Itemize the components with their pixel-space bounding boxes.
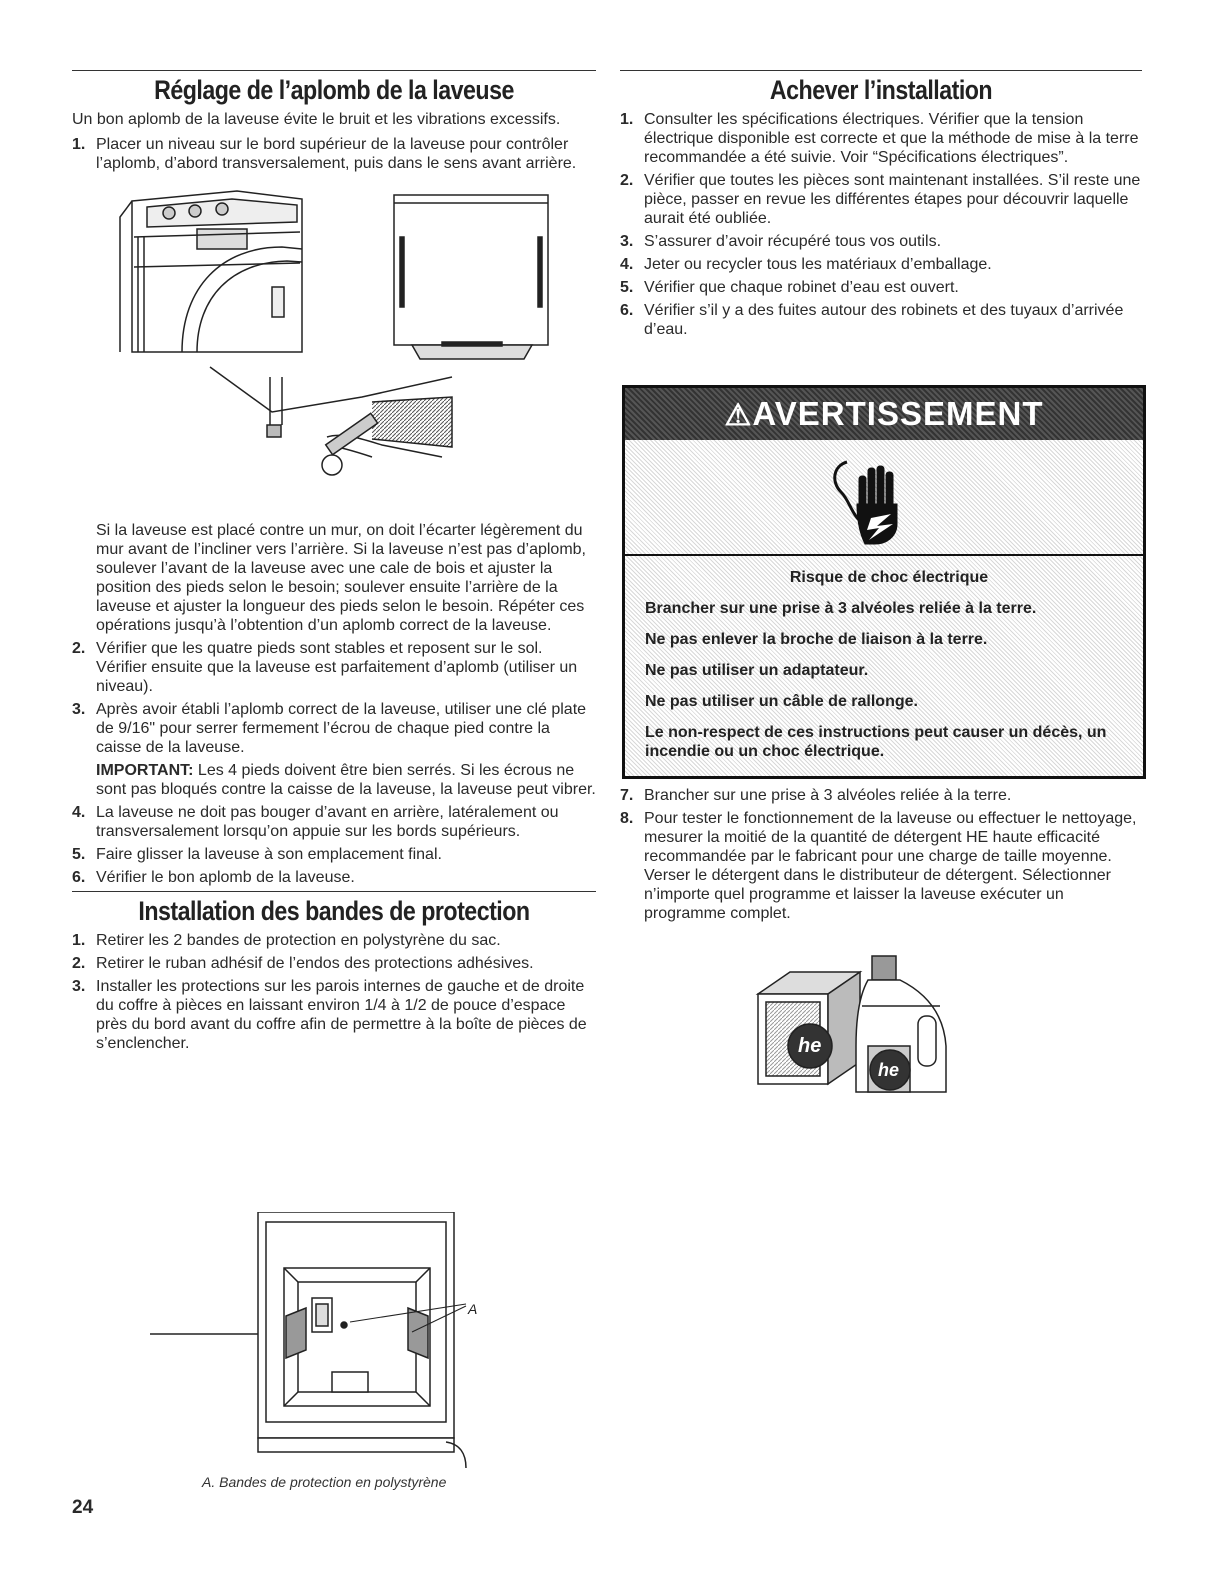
section-rule [620, 70, 1142, 71]
warning-title: AVERTISSEMENT [752, 395, 1044, 432]
warning-line: Ne pas enlever la broche de liaison à la terre. [645, 631, 988, 648]
list-item: 1. Retirer les 2 bandes de protection en polystyrène du sac. [72, 932, 501, 949]
warning-box [622, 385, 1146, 779]
right-column [620, 70, 1142, 343]
intro-text: Un bon aplomb de la laveuse évite le bruit et les vibrations excessifs. [72, 111, 561, 128]
list-item: 8. Pour tester le fonctionnement de la laveuse ou effectuer le nettoyage, mesurer la moitié de la quantité de détergent HE haute efficacité recommandée par le fabricant pour une charge de taille moyenne. Verser le détergent dans le distributeur de détergent. Sélectionner n’importe quel programme et laisser la laveuse exécuter un programme complet. [620, 810, 1137, 922]
list-item: 2. Retirer le ruban adhésif de l’endos des protections adhésives. [72, 955, 534, 972]
figure-caption: A. Bandes de protection en polystyrène [202, 1474, 447, 1490]
leveling-steps-continued [72, 639, 596, 887]
protection-steps [72, 931, 596, 1053]
parts-bin-illustration [150, 1212, 490, 1468]
leveling-steps [72, 135, 596, 173]
page-number: 24 [72, 1497, 94, 1518]
he-logo-bottle: he [878, 1060, 900, 1080]
section-rule [72, 891, 596, 892]
figure-callout-a: A [468, 1301, 478, 1317]
washer-leveling-illustration [72, 177, 596, 529]
left-column [72, 70, 596, 1057]
warning-line: Brancher sur une prise à 3 alvéoles reliée à la terre. [645, 600, 1037, 617]
list-item: 6. Vérifier le bon aplomb de la laveuse. [72, 869, 355, 886]
list-item: 5. Vérifier que chaque robinet d’eau est ouvert. [620, 279, 959, 296]
warning-line: Ne pas utiliser un adaptateur. [645, 662, 869, 679]
list-item: 4. Jeter ou recycler tous les matériaux d’emballage. [620, 256, 992, 273]
list-item: 1. Placer un niveau sur le bord supérieur de la laveuse pour contrôler l’aplomb, d’abord transversalement, puis dans le sens avant arrière. [72, 136, 577, 172]
leveling-details: Si la laveuse est placé contre un mur, on doit l’écarter légèrement du mur avant de l’incliner vers l’arrière. Si la laveuse n’est pas d’aplomb, soulever l’avant de la laveuse avec une cale de bois et ajuster la position des pieds selon le besoin; soulever ensuite l’arrière de la laveuse et ajuster la longueur des pieds selon le besoin. Répéter ces opérations jusqu’à l’obtention d’un aplomb correct de la laveuse. [96, 522, 586, 634]
list-item: 5. Faire glisser la laveuse à son emplacement final. [72, 846, 442, 863]
list-item: 1. Consulter les spécifications électriques. Vérifier que la tension électrique disponible est correcte et que la méthode de mise à la terre recommandée a été suivie. Voir “Spécifications électriques”. [620, 111, 1139, 166]
warning-line: Ne pas utiliser un câble de rallonge. [645, 693, 918, 710]
warning-risk: Risque de choc électrique [789, 569, 989, 586]
warning-triangle-icon: ⚠ [724, 399, 753, 432]
list-item: 3. Après avoir établi l’aplomb correct de la laveuse, utiliser une clé plate de 9/16" pour serrer fermement l’écrou de chaque pied contre la caisse de la laveuse. IMPORTANT: Les 4 pieds doivent être bien serrés. Si les écrous ne sont pas bloqués contre la caisse de la laveuse, la laveuse peut vibrer. [72, 701, 596, 798]
list-item: 3. Installer les protections sur les parois internes de gauche et de droite du coffre à pièces en laissant environ 1/4 à 1/2 de pouce d’espace près du bord avant du coffre afin de permettre à la boîte de pièces de s’enclencher. [72, 978, 587, 1052]
section-rule [72, 70, 596, 71]
list-item: 2. Vérifier que les quatre pieds sont stables et reposent sur le sol. Vérifier ensuite que la laveuse est parfaitement d’aplomb (utiliser un niveau). [72, 640, 578, 695]
warning-header [625, 388, 1143, 440]
list-item: 7. Brancher sur une prise à 3 alvéoles reliée à la terre. [620, 787, 1012, 804]
completion-steps [620, 110, 1142, 339]
he-detergent-illustration [750, 946, 960, 1096]
section-heading-leveling: Réglage de l’aplomb de la laveuse [154, 75, 514, 105]
list-item: 4. La laveuse ne doit pas bouger d’avant en arrière, latéralement ou transversalement lorsqu’on appuie sur les bords supérieurs. [72, 804, 559, 840]
list-item: 3. S’assurer d’avoir récupéré tous vos outils. [620, 233, 942, 250]
warning-line: Le non-respect de ces instructions peut causer un décès, un incendie ou un choc électrique. [645, 724, 1107, 760]
section-heading-complete-installation: Achever l’installation [769, 75, 993, 105]
he-logo-box: he [798, 1035, 822, 1057]
electric-shock-hand-icon [625, 440, 1143, 554]
completion-steps-continued [620, 786, 1142, 927]
list-item: 2. Vérifier que toutes les pièces sont maintenant installées. S’il reste une pièce, passer en revue les différentes étapes pour découvrir laquelle aurait été oubliée. [620, 172, 1141, 227]
section-heading-protection-strips: Installation des bandes de protection [138, 896, 530, 926]
warning-text [625, 556, 1143, 761]
list-item: 6. Vérifier s’il y a des fuites autour des robinets et des tuyaux d’arrivée d’eau. [620, 302, 1124, 338]
important-note: IMPORTANT: Les 4 pieds doivent être bien serrés. Si les écrous ne sont pas bloqués contre la caisse de la laveuse, la laveuse peut vibrer. [96, 762, 596, 798]
warning-icon-area [625, 440, 1143, 556]
